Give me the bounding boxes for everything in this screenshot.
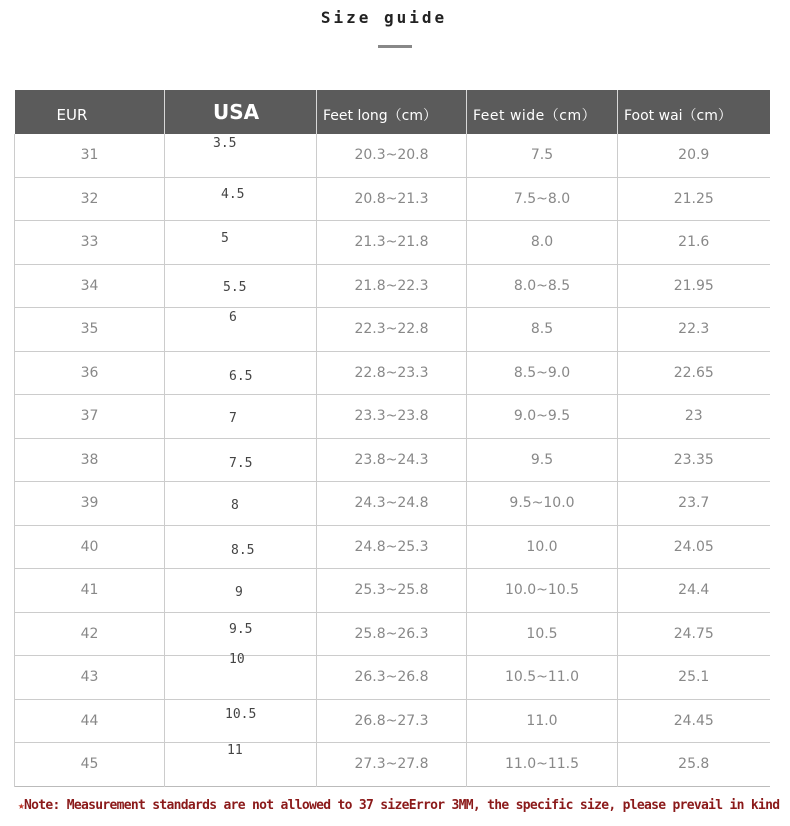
foot-wai-cell: 20.9 <box>618 134 770 177</box>
feet-wide-cell: 9.5 <box>467 438 618 482</box>
table-row <box>15 351 770 395</box>
header-usa-label: USA <box>213 100 260 124</box>
header-foot-wai-label: Foot wai（cm） <box>624 108 732 124</box>
feet-wide-cell: 7.5~8.0 <box>467 177 618 221</box>
feet-long-cell: 27.3~27.8 <box>317 743 467 787</box>
table-row <box>15 699 770 743</box>
header-feet-long <box>317 90 467 134</box>
usa-value: 10.5 <box>225 707 257 723</box>
usa-cell <box>165 482 317 526</box>
foot-wai-cell: 23.7 <box>618 482 770 526</box>
foot-wai-cell: 22.65 <box>618 351 770 395</box>
feet-long-cell: 20.8~21.3 <box>317 177 467 221</box>
usa-cell <box>165 177 317 221</box>
eur-cell: 41 <box>15 569 165 613</box>
feet-wide-cell: 8.0 <box>467 221 618 265</box>
feet-wide-cell: 7.5 <box>467 134 618 177</box>
foot-wai-cell: 21.6 <box>618 221 770 265</box>
size-guide-table <box>14 90 770 787</box>
header-eur-label: EUR <box>56 106 88 124</box>
table-row <box>15 177 770 221</box>
feet-wide-cell: 9.5~10.0 <box>467 482 618 526</box>
eur-cell: 37 <box>15 395 165 439</box>
usa-value: 11 <box>227 742 243 758</box>
feet-wide-cell: 8.0~8.5 <box>467 264 618 308</box>
foot-wai-cell: 24.05 <box>618 525 770 569</box>
eur-cell: 34 <box>15 264 165 308</box>
usa-cell <box>165 264 317 308</box>
usa-cell <box>165 395 317 439</box>
table-row <box>15 221 770 265</box>
usa-cell <box>165 525 317 569</box>
eur-cell: 39 <box>15 482 165 526</box>
foot-wai-cell: 24.75 <box>618 612 770 656</box>
foot-wai-cell: 21.25 <box>618 177 770 221</box>
usa-value: 8.5 <box>231 543 255 559</box>
header-eur <box>15 90 165 134</box>
feet-wide-cell: 8.5~9.0 <box>467 351 618 395</box>
eur-cell: 38 <box>15 438 165 482</box>
eur-cell: 40 <box>15 525 165 569</box>
usa-cell <box>165 699 317 743</box>
feet-long-cell: 26.8~27.3 <box>317 699 467 743</box>
table-row <box>15 438 770 482</box>
header-usa <box>165 90 317 134</box>
feet-long-cell: 22.8~23.3 <box>317 351 467 395</box>
usa-value: 5 <box>221 230 229 246</box>
usa-value: 6 <box>229 309 237 325</box>
eur-cell: 31 <box>15 134 165 177</box>
foot-wai-cell: 22.3 <box>618 308 770 352</box>
feet-long-cell: 20.3~20.8 <box>317 134 467 177</box>
eur-cell: 33 <box>15 221 165 265</box>
usa-cell <box>165 743 317 787</box>
usa-cell <box>165 569 317 613</box>
page-title: Size guide <box>320 8 448 27</box>
table-row <box>15 525 770 569</box>
usa-cell <box>165 308 317 352</box>
usa-cell <box>165 351 317 395</box>
feet-wide-cell: 11.0 <box>467 699 618 743</box>
feet-wide-cell: 9.0~9.5 <box>467 395 618 439</box>
feet-wide-cell: 8.5 <box>467 308 618 352</box>
feet-wide-cell: 10.5 <box>467 612 618 656</box>
feet-long-cell: 23.3~23.8 <box>317 395 467 439</box>
usa-value: 9 <box>235 584 243 600</box>
table-row <box>15 264 770 308</box>
note-text: Note: Measurement standards are not allowed to 37 sizeError 3MM, the specific size, please prevail in kind <box>23 798 780 813</box>
usa-value: 7 <box>229 410 237 426</box>
usa-value: 8 <box>231 497 239 513</box>
table-row <box>15 743 770 787</box>
feet-long-cell: 22.3~22.8 <box>317 308 467 352</box>
eur-cell: 45 <box>15 743 165 787</box>
usa-value: 9.5 <box>229 622 253 638</box>
header-feet-wide <box>467 90 618 134</box>
eur-cell: 42 <box>15 612 165 656</box>
feet-wide-cell: 10.0~10.5 <box>467 569 618 613</box>
foot-wai-cell: 21.95 <box>618 264 770 308</box>
feet-long-cell: 24.8~25.3 <box>317 525 467 569</box>
table-row <box>15 134 770 177</box>
usa-value: 6.5 <box>229 369 253 385</box>
header-foot-wai <box>618 90 770 134</box>
eur-cell: 43 <box>15 656 165 700</box>
usa-value: 5.5 <box>223 280 247 296</box>
eur-cell: 35 <box>15 308 165 352</box>
feet-long-cell: 21.3~21.8 <box>317 221 467 265</box>
header-feet-wide-label: Feet wide（cm） <box>473 108 597 124</box>
table-row <box>15 482 770 526</box>
usa-value: 3.5 <box>213 135 237 151</box>
table-row <box>15 395 770 439</box>
table-row <box>15 569 770 613</box>
foot-wai-cell: 23 <box>618 395 770 439</box>
usa-cell <box>165 651 317 700</box>
table-row <box>15 656 770 700</box>
usa-cell <box>165 438 317 482</box>
feet-long-cell: 25.3~25.8 <box>317 569 467 613</box>
feet-wide-cell: 10.0 <box>467 525 618 569</box>
feet-long-cell: 21.8~22.3 <box>317 264 467 308</box>
usa-value: 10 <box>229 651 245 667</box>
feet-long-cell: 24.3~24.8 <box>317 482 467 526</box>
usa-cell <box>165 612 317 656</box>
eur-cell: 44 <box>15 699 165 743</box>
measurement-note <box>18 798 779 813</box>
foot-wai-cell: 25.1 <box>618 656 770 700</box>
table-row <box>15 612 770 656</box>
usa-cell <box>165 134 317 177</box>
foot-wai-cell: 24.45 <box>618 699 770 743</box>
foot-wai-cell: 25.8 <box>618 743 770 787</box>
star-icon: ★ <box>18 799 24 812</box>
feet-long-cell: 26.3~26.8 <box>317 656 467 700</box>
table-header-row <box>15 90 770 134</box>
title-divider <box>378 45 412 48</box>
feet-wide-cell: 11.0~11.5 <box>467 743 618 787</box>
feet-long-cell: 23.8~24.3 <box>317 438 467 482</box>
feet-wide-cell: 10.5~11.0 <box>467 656 618 700</box>
usa-value: 7.5 <box>229 456 253 472</box>
feet-long-cell: 25.8~26.3 <box>317 612 467 656</box>
eur-cell: 32 <box>15 177 165 221</box>
foot-wai-cell: 24.4 <box>618 569 770 613</box>
table-row <box>15 308 770 352</box>
usa-cell <box>165 221 317 265</box>
header-feet-long-label: Feet long（cm） <box>323 108 438 124</box>
eur-cell: 36 <box>15 351 165 395</box>
foot-wai-cell: 23.35 <box>618 438 770 482</box>
usa-value: 4.5 <box>221 187 245 203</box>
